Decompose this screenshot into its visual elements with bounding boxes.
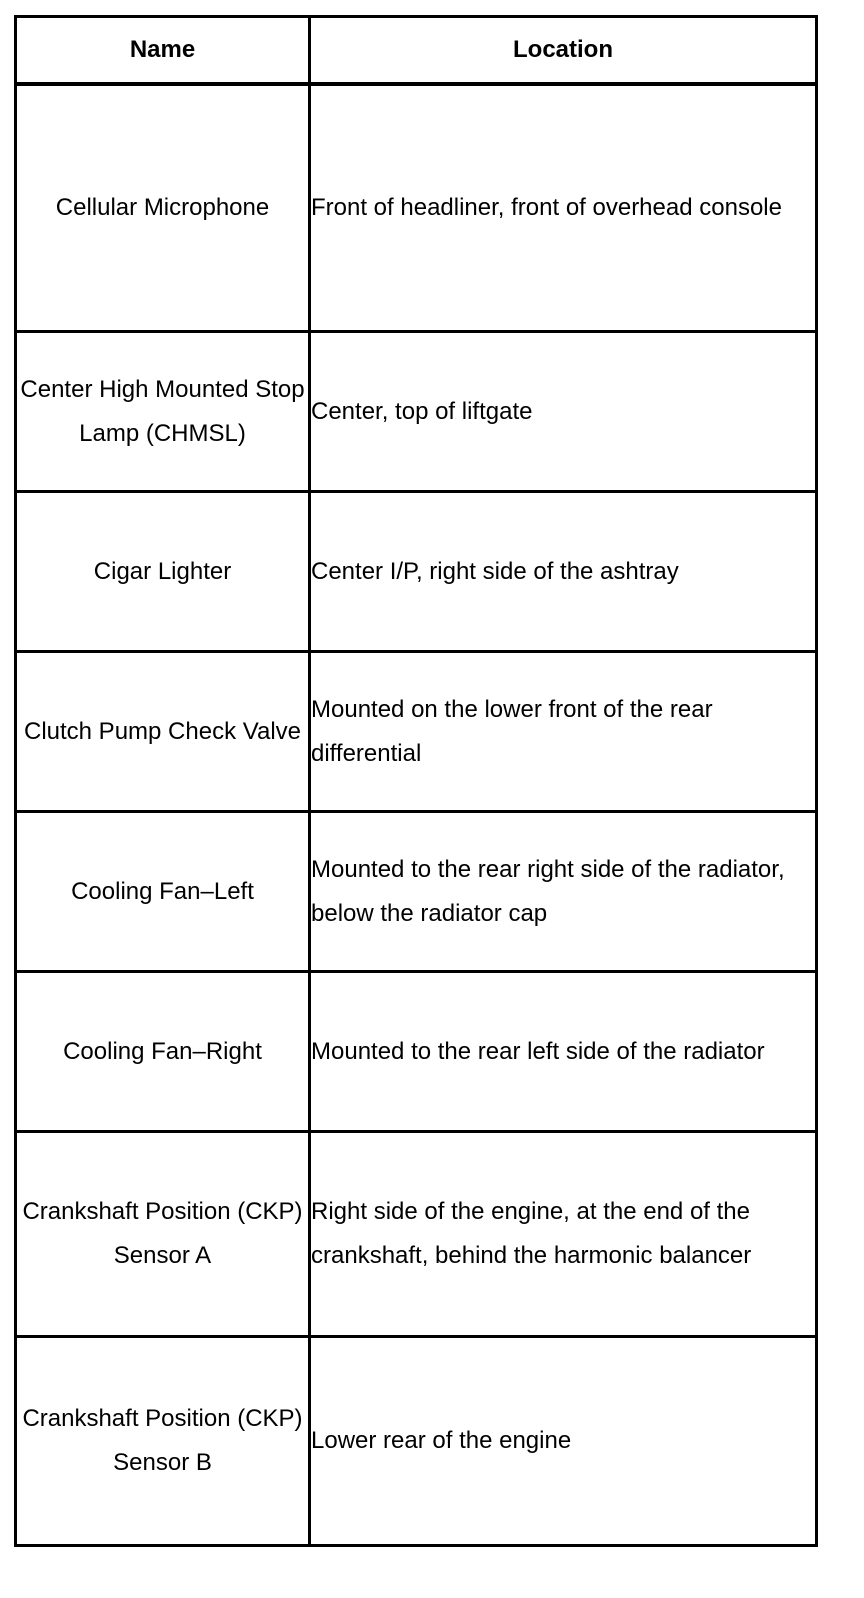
cell-name: Cooling Fan–Left	[16, 812, 310, 972]
cell-name: Crankshaft Position (CKP) Sensor B	[16, 1337, 310, 1546]
cell-location: Lower rear of the engine	[310, 1337, 817, 1546]
cell-location: Mounted to the rear left side of the radiator	[310, 972, 817, 1132]
table-row	[16, 332, 817, 492]
cell-location: Center, top of liftgate	[310, 332, 817, 492]
table-row	[16, 1337, 817, 1546]
cell-name: Cigar Lighter	[16, 492, 310, 652]
cell-location: Center I/P, right side of the ashtray	[310, 492, 817, 652]
table-row	[16, 812, 817, 972]
cell-name: Clutch Pump Check Valve	[16, 652, 310, 812]
cell-location: Mounted on the lower front of the rear differential	[310, 652, 817, 812]
table-row	[16, 652, 817, 812]
header-row	[16, 17, 817, 85]
cell-location: Mounted to the rear right side of the radiator, below the radiator cap	[310, 812, 817, 972]
header-name: Name	[16, 17, 310, 85]
cell-location: Front of headliner, front of overhead console	[310, 84, 817, 332]
cell-location: Right side of the engine, at the end of the crankshaft, behind the harmonic balancer	[310, 1132, 817, 1337]
component-location-table	[14, 15, 818, 1547]
cell-name: Crankshaft Position (CKP) Sensor A	[16, 1132, 310, 1337]
cell-name: Cooling Fan–Right	[16, 972, 310, 1132]
cell-name: Center High Mounted Stop Lamp (CHMSL)	[16, 332, 310, 492]
table-row	[16, 492, 817, 652]
header-location: Location	[310, 17, 817, 85]
table-row	[16, 972, 817, 1132]
cell-name: Cellular Microphone	[16, 84, 310, 332]
table-row	[16, 84, 817, 332]
table-row	[16, 1132, 817, 1337]
